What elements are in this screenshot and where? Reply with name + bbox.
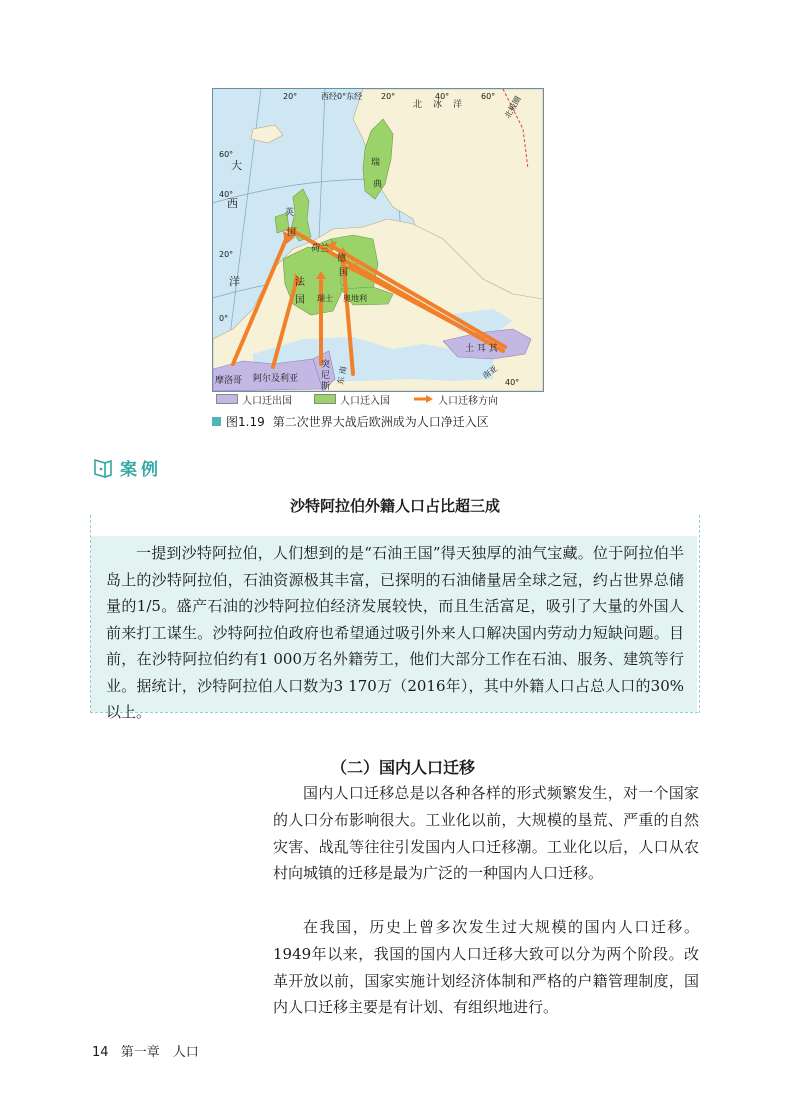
caption-marker-icon (212, 417, 221, 426)
map-lon-40e: 40° (435, 92, 450, 101)
map-label-france-2: 国 (295, 295, 305, 306)
case-header (92, 455, 162, 480)
map-lat-0: 0° (219, 314, 229, 323)
figure-caption-text: 第二次世界大战后欧洲成为人口净迁入区 (272, 415, 489, 429)
case-book-icon (92, 457, 114, 479)
map-lon-60e: 60° (481, 92, 496, 101)
chapter-title: 第一章 人口 (120, 1045, 199, 1060)
map-label-switzerland: 瑞士 (317, 294, 333, 303)
legend-direction (412, 392, 498, 406)
map-label-tunisia-2: 尼 (321, 371, 331, 381)
map-arctic-char-3: 洋 (453, 100, 463, 110)
map-ocean-char-2: 西 (227, 197, 238, 210)
case-body-text: 一提到沙特阿拉伯，人们想到的是“石油王国”得天独厚的油气宝藏。位于阿拉伯半岛上的沙特阿拉伯，石油资源极其丰富，已探明的石油储量居全球之冠，约占世界总储量的1/5。盛产石油的沙特阿拉伯经济发展较快，而且生活富足，吸引了大量的外国人前来打工谋生。沙特阿拉伯政府也希望通过吸引外来人口解决国内劳动力短缺问题。目前，在沙特阿拉伯约有1 000万名外籍劳工，他们大部分工作在石油、服务、建筑等行业。据统计，沙特阿拉伯人口数为3 170万（2016年），其中外籍人口占总人口的30%以上。 (106, 544, 684, 721)
legend-immigration (314, 392, 390, 406)
map-label-tunisia-3: 斯 (321, 382, 331, 391)
map-label-tunisia-1: 突 (321, 360, 331, 370)
map-coord-top: 西经0°东经 (321, 92, 363, 101)
map-lon-40e-bottom: 40° (505, 378, 520, 387)
map-label-algeria: 阿尔及利亚 (253, 374, 299, 384)
map-label-uk-2: 国 (287, 228, 297, 238)
figure-number: 图1.19 (226, 415, 265, 429)
map-label-east: 东 南 (336, 365, 349, 386)
map-north-pole-label: 北极圈 (502, 94, 523, 120)
legend-emigration (216, 392, 292, 406)
map-label-germany-2: 国 (339, 268, 349, 278)
map-lon-20e: 20° (381, 92, 396, 101)
case-heading: 沙特阿拉伯外籍人口占比超三成 (289, 497, 500, 515)
legend-direction-label: 人口迁移方向 (438, 395, 498, 407)
map-lat-60: 60° (219, 150, 234, 159)
map-ocean-char-1: 大 (231, 159, 242, 172)
section-title: （二）国内人口迁移 (331, 758, 476, 777)
section-paragraph-2: 在我国，历史上曾多次发生过大规模的国内人口迁移。1949年以来，我国的国内人口迁移大致可以分为两个阶段。改革开放以前，国家实施计划经济体制和严格的户籍管理制度，国内人口迁移主要是有计划、有组织地进行。 (273, 918, 699, 1017)
map-lon-20w: 20° (283, 92, 298, 101)
map-lat-40: 40° (219, 190, 234, 199)
map-label-sweden-2: 典 (373, 180, 383, 190)
legend-emigration-swatch (216, 394, 238, 404)
map-arctic-char-2: 冰 (433, 100, 443, 110)
europe-migration-map (212, 88, 544, 392)
map-label-south-asia: 南亚 (480, 364, 500, 381)
legend-arrow-icon (412, 394, 434, 404)
map-legend (212, 392, 542, 406)
map-label-germany-1: 德 (337, 254, 347, 264)
map-label-sweden-1: 瑞 (371, 158, 381, 168)
figure-caption (212, 413, 489, 430)
map-label-france-1: 法 (295, 277, 305, 288)
map-label-morocco: 摩洛哥 (215, 376, 243, 386)
page-number: 14 (92, 1045, 109, 1060)
legend-immigration-label: 人口迁入国 (340, 395, 390, 407)
map-lat-20: 20° (219, 250, 234, 259)
map-label-turkey: 土 耳 其 (465, 344, 498, 354)
section-paragraph-1: 国内人口迁移总是以各种各样的形式频繁发生，对一个国家的人口分布影响很大。工业化以前，大规模的垦荒、严重的自然灾害、战乱等往往引发国内人口迁移潮。工业化以后，人口从农村向城镇的迁移是最为广泛的一种国内人口迁移。 (273, 784, 699, 883)
map-ocean-char-3: 洋 (229, 275, 240, 288)
page-footer (92, 1041, 199, 1060)
map-label-austria: 奥地利 (343, 294, 367, 303)
map-label-uk-1: 英 (285, 208, 295, 218)
case-label: 案例 (120, 460, 162, 480)
map-arctic-char-1: 北 (413, 100, 423, 110)
legend-emigration-label: 人口迁出国 (242, 395, 292, 407)
legend-immigration-swatch (314, 394, 336, 404)
map-label-netherlands: 荷兰 (311, 244, 330, 254)
